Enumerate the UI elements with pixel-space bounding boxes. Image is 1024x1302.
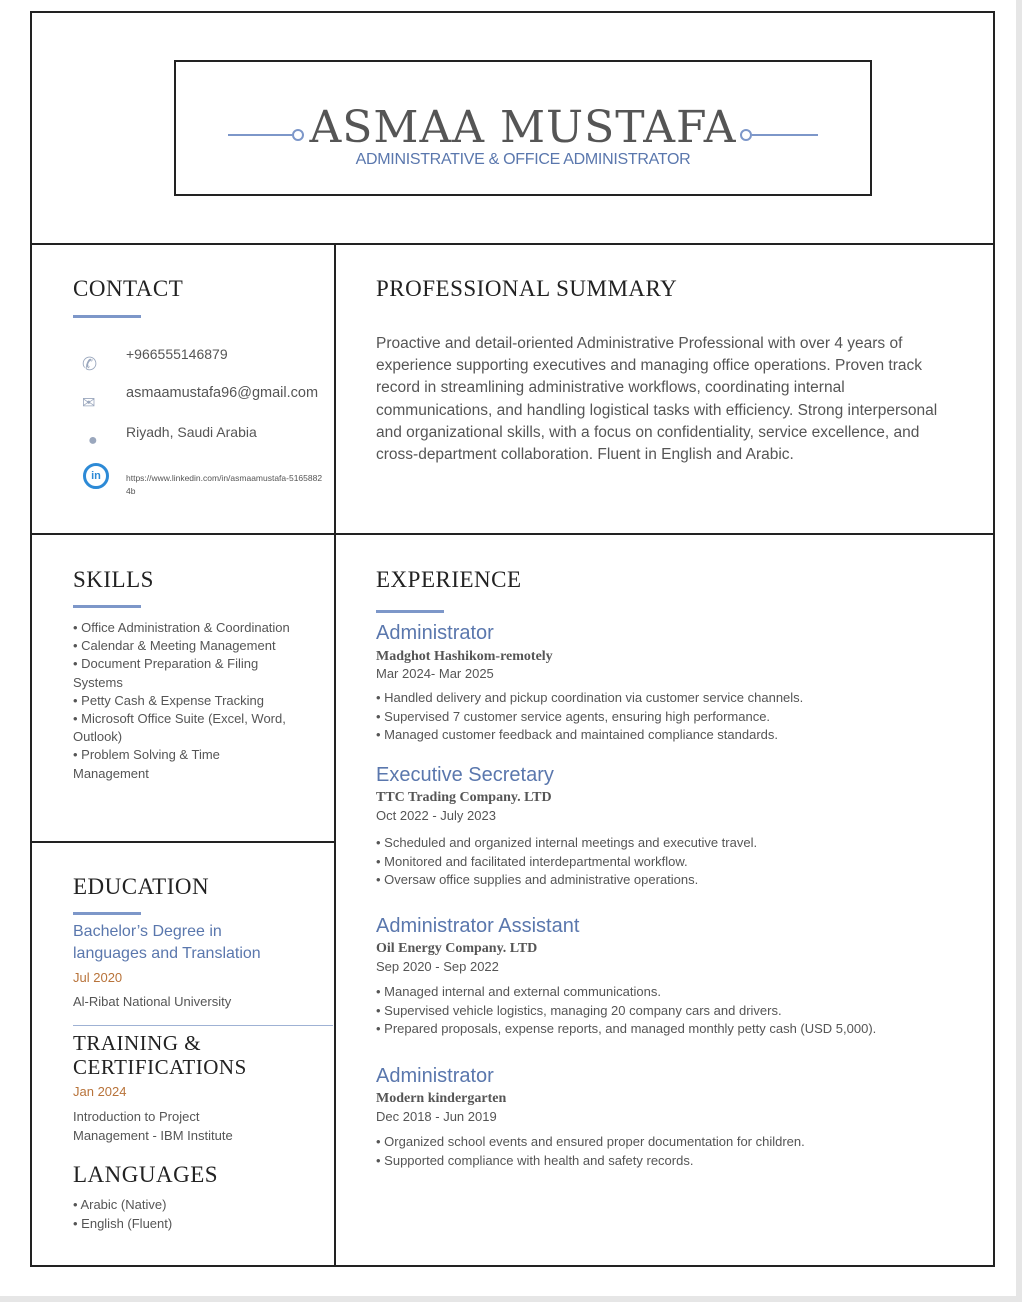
skills-heading: SKILLS <box>73 567 154 592</box>
contact-email[interactable]: asmaamustafa96@gmail.com <box>126 385 319 401</box>
job-title: Administrator <box>376 622 494 644</box>
education-heading: EDUCATION <box>73 874 210 899</box>
candidate-title: ADMINISTRATIVE & OFFICE ADMINISTRATOR <box>355 151 691 168</box>
job-dates: Sep 2020 - Sep 2022 <box>376 959 499 974</box>
job-bullet: • Supported compliance with health and safety records. <box>376 1152 694 1168</box>
job-bullet: • Oversaw office supplies and administrative operations. <box>376 872 699 887</box>
skill-item: • Calendar & Meeting Management <box>73 638 276 654</box>
training-heading: TRAINING & CERTIFICATIONS <box>73 1031 247 1079</box>
heading-underline <box>73 605 141 608</box>
divider <box>73 1025 333 1026</box>
divider <box>30 243 995 245</box>
experience-heading: EXPERIENCE <box>376 567 522 592</box>
job-company: Madghot Hashikom-remotely <box>376 649 553 664</box>
languages-list <box>73 1196 172 1233</box>
job-bullet: • Handled delivery and pickup coordination via customer service channels. <box>376 690 804 705</box>
education-school: Al-Ribat National University <box>73 994 232 1009</box>
heading-underline <box>376 610 444 613</box>
job-bullet: • Scheduled and organized internal meetings and executive travel. <box>376 835 758 850</box>
education-date: Jul 2020 <box>73 970 123 985</box>
divider <box>30 533 995 535</box>
skill-item: • Microsoft Office Suite (Excel, Word, Outlook) <box>73 711 286 745</box>
contact-linkedin[interactable]: https://www.linkedin.com/in/asmaamustafa-51658824b <box>126 473 323 496</box>
training-course: Introduction to Project Management - IBM Institute <box>73 1109 233 1143</box>
job-dates: Oct 2022 - July 2023 <box>376 808 496 823</box>
location-pin-icon: ● <box>88 432 98 449</box>
contact-heading: CONTACT <box>73 276 184 301</box>
job-title: Executive Secretary <box>376 764 554 786</box>
summary-text: Proactive and detail-oriented Administrative Professional with over 4 years of experience supporting executives and managing office operations. Proven track record in streamlining administrative workflows, coordinating internal communications, and handling logistical tasks with efficiency. Strong interpersonal and organizational skills, with a focus on confidentiality, service excellence, and cross-department collaboration. Fluent in English and Arabic. <box>376 335 938 464</box>
job-company: Oil Energy Company. LTD <box>376 941 538 956</box>
job-dates: Dec 2018 - Jun 2019 <box>376 1109 497 1124</box>
linkedin-icon: in <box>83 463 109 489</box>
language-item: • English (Fluent) <box>73 1215 173 1231</box>
heading-underline <box>73 315 141 318</box>
skill-item: • Office Administration & Coordination <box>73 620 290 635</box>
languages-heading: LANGUAGES <box>73 1162 219 1187</box>
job-company: Modern kindergarten <box>376 1091 507 1106</box>
job-bullet: • Managed customer feedback and maintained compliance standards. <box>376 727 779 742</box>
candidate-name: ASMAA MUSTAFA <box>309 102 737 153</box>
email-icon: ✉ <box>82 395 96 412</box>
phone-icon: ✆ <box>82 354 98 374</box>
job-title: Administrator Assistant <box>376 915 580 937</box>
training-date: Jan 2024 <box>73 1084 127 1099</box>
job-bullet: • Prepared proposals, expense reports, and managed monthly petty cash (USD 5,000). <box>376 1021 877 1036</box>
job-bullet: • Managed internal and external communications. <box>376 984 661 999</box>
education-degree: Bachelor’s Degree in languages and Translation <box>73 923 261 962</box>
skill-item: • Petty Cash & Expense Tracking <box>73 692 264 708</box>
job-bullet: • Organized school events and ensured proper documentation for children. <box>376 1134 805 1149</box>
divider <box>334 243 336 1265</box>
job-bullet: • Supervised vehicle logistics, managing 20 company cars and drivers. <box>376 1002 782 1018</box>
skill-item: • Document Preparation & Filing Systems <box>73 656 259 690</box>
skill-item: • Problem Solving & Time Management <box>73 747 220 781</box>
divider <box>30 841 335 843</box>
language-item: • Arabic (Native) <box>73 1197 167 1212</box>
job-bullet: • Monitored and facilitated interdepartmental workflow. <box>376 853 688 869</box>
skills-list <box>73 619 298 783</box>
contact-location: Riyadh, Saudi Arabia <box>126 424 257 440</box>
job-title: Administrator <box>376 1065 494 1087</box>
job-bullet: • Supervised 7 customer service agents, ensuring high performance. <box>376 708 771 724</box>
heading-underline <box>73 912 141 915</box>
job-dates: Mar 2024- Mar 2025 <box>376 666 494 681</box>
summary-heading: PROFESSIONAL SUMMARY <box>376 276 678 301</box>
header-box <box>174 60 872 196</box>
job-company: TTC Trading Company. LTD <box>376 790 552 805</box>
contact-phone: +966555146879 <box>126 346 228 362</box>
